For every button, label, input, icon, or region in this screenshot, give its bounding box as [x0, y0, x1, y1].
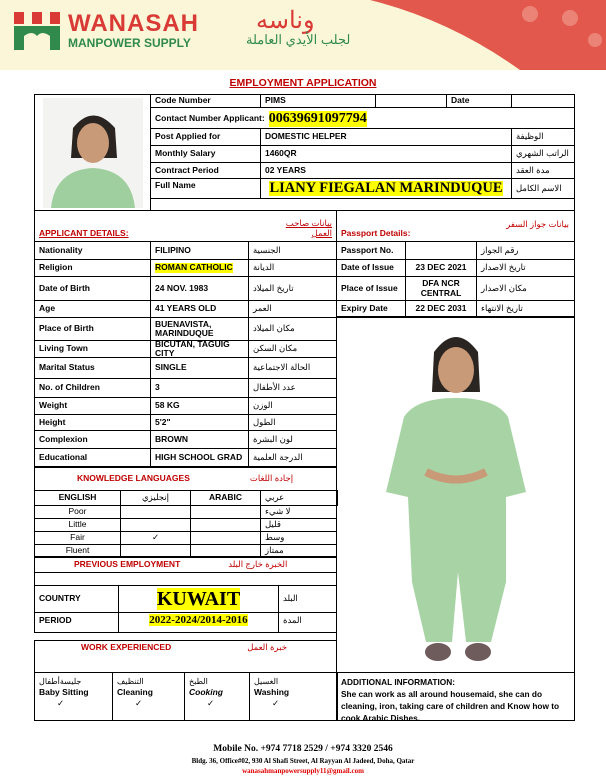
- applicant-details-heading-cell: [34, 210, 337, 242]
- english-level-check: [120, 518, 191, 532]
- contract-label-arabic: مدة العقد: [511, 162, 575, 179]
- passport-heading-cell: [336, 210, 575, 242]
- applicant-field-value-text: HIGH SCHOOL GRAD: [155, 452, 243, 463]
- additional-info-cell: [336, 672, 575, 721]
- applicant-field-label-arabic: الديانة: [248, 259, 337, 277]
- applicant-field-value-text: 3: [155, 382, 160, 393]
- work-experienced-heading: WORK EXPERIENCED: [81, 642, 172, 652]
- applicant-field-label: No. of Children: [34, 378, 151, 398]
- applicant-field-label-arabic: الحالة الاجتماعية: [248, 357, 337, 379]
- applicant-field-value-text: FILIPINO: [155, 244, 191, 255]
- country-value: KUWAIT: [156, 588, 241, 610]
- applicant-field-value: [150, 430, 249, 449]
- skill-label-arabic: جليسةأطفال: [39, 677, 82, 686]
- applicant-field-label-arabic: الجنسية: [248, 241, 337, 260]
- brand-name: WANASAH: [68, 10, 199, 37]
- applicant-field-label: Marital Status: [34, 357, 151, 379]
- previous-employment-heading-arabic: الخبرة خارج البلد: [228, 558, 288, 569]
- brand-name-arabic: وناسه: [256, 7, 315, 34]
- applicant-field-value-text: 41 YEARS OLD: [155, 303, 217, 314]
- country-cell: [118, 585, 279, 613]
- language-column-header: ARABIC: [190, 490, 261, 506]
- code-number-value: PIMS: [260, 94, 376, 108]
- language-level-label: Poor: [34, 505, 121, 519]
- applicant-field-label-arabic: مكان السكن: [248, 340, 337, 358]
- contact-row: [150, 107, 575, 129]
- language-level-label-arabic: لا شيء: [260, 505, 337, 519]
- applicant-field-label-arabic: مكان الميلاد: [248, 317, 337, 341]
- country-label: COUNTRY: [34, 585, 119, 613]
- applicant-field-label-arabic: الدرجة العلمية: [248, 448, 337, 468]
- applicant-field-label-arabic: لون البشرة: [248, 430, 337, 449]
- skill-checkmark: ✓: [135, 698, 143, 708]
- applicant-field-label: Date of Birth: [34, 276, 151, 301]
- skill-label: Washing: [254, 687, 290, 697]
- skill-label: Baby Sitting: [39, 687, 89, 697]
- applicant-field-label: Educational: [34, 448, 151, 468]
- footer-mobile: Mobile No. +974 7718 2529 / +974 3320 2546: [213, 744, 393, 754]
- english-level-check: [120, 505, 191, 519]
- arabic-level-check: [190, 531, 261, 545]
- applicant-field-label-arabic: الطول: [248, 414, 337, 431]
- passport-field-label-arabic: تاريخ الانتهاء: [476, 300, 575, 318]
- blank-row: [34, 572, 337, 586]
- skill-label-arabic: التنظيف: [117, 677, 144, 686]
- post-value: DOMESTIC HELPER: [260, 128, 512, 146]
- skill-cooking: [184, 672, 250, 721]
- full-body-photo: [356, 322, 556, 667]
- applicant-field-value: [150, 317, 249, 341]
- applicant-field-value: [150, 414, 249, 431]
- skill-cleaning: [112, 672, 185, 721]
- period-cell: [118, 612, 279, 633]
- skill-washing: [249, 672, 338, 721]
- applicant-details-heading: APPLICANT DETAILS:: [39, 227, 129, 238]
- applicant-field-label: Living Town: [34, 340, 151, 358]
- applicant-full-body-photo: [336, 316, 575, 673]
- date-label: Date: [446, 94, 512, 108]
- applicant-field-value: [150, 397, 249, 415]
- applicant-field-value: [150, 276, 249, 301]
- contact-value: 00639691097794: [268, 111, 367, 127]
- applicant-details-heading-arabic: بيانات صاحب العمل: [285, 218, 332, 238]
- applicant-field-value-text: BUENAVISTA, MARINDUQUE: [155, 318, 214, 338]
- passport-field-value: DFA NCR CENTRAL: [405, 276, 477, 301]
- applicant-field-value: [150, 259, 249, 277]
- language-column-header: ENGLISH: [34, 490, 121, 506]
- skill-label: Cleaning: [117, 687, 153, 697]
- previous-employment-heading: PREVIOUS EMPLOYMENT: [74, 558, 181, 569]
- footer-email[interactable]: wanasahmanpowersupply11@gmail.com: [242, 767, 364, 775]
- salary-value: 1460QR: [260, 145, 512, 163]
- language-column-header: عربي: [260, 490, 338, 506]
- contact-label: Contact Number Applicant:: [155, 113, 265, 124]
- passport-details-heading-arabic: بيانات جواز السفر: [506, 219, 569, 229]
- passport-field-label: Passport No.: [336, 241, 406, 260]
- brand-subtitle-arabic: لجلب الأيدي العاملة: [246, 32, 351, 47]
- period-label: PERIOD: [34, 612, 119, 633]
- previous-employment-heading-cell: [34, 556, 337, 573]
- passport-field-label-arabic: مكان الاصدار: [476, 276, 575, 301]
- language-level-label: Fair: [34, 531, 121, 545]
- passport-field-value: [405, 241, 477, 260]
- salary-label: Monthly Salary: [150, 145, 261, 163]
- applicant-field-label: Complexion: [34, 430, 151, 449]
- applicant-field-label-arabic: الوزن: [248, 397, 337, 415]
- decorative-swoosh: [370, 0, 606, 70]
- date-value: [511, 94, 575, 108]
- applicant-field-value-text: SINGLE: [155, 362, 187, 373]
- passport-details-heading: Passport Details:: [341, 227, 411, 238]
- languages-heading: KNOWLEDGE LANGUAGES: [77, 472, 190, 483]
- passport-field-label: Date of Issue: [336, 259, 406, 277]
- post-label: Post Applied for: [150, 128, 261, 146]
- additional-info-text: She can work as all around housemaid, she can do cleaning, iron, taking care of children and Know how to cook Arabic Dishes.: [341, 689, 560, 723]
- applicant-field-label: Height: [34, 414, 151, 431]
- language-level-label: Little: [34, 518, 121, 532]
- applicant-field-value: [150, 241, 249, 260]
- applicant-field-value-text: BROWN: [155, 433, 189, 444]
- english-level-check: ✓: [120, 531, 191, 545]
- company-logo: [14, 12, 64, 52]
- additional-info-heading: ADDITIONAL INFORMATION:: [341, 677, 455, 687]
- period-label-arabic: المدة: [278, 612, 337, 633]
- language-column-header: إنجليزي: [120, 490, 191, 506]
- language-level-label-arabic: ممتاز: [260, 544, 337, 558]
- header-banner: [0, 0, 606, 70]
- applicant-field-value: [150, 340, 249, 358]
- skill-checkmark: ✓: [272, 698, 280, 708]
- applicant-field-value-text: ROMAN CATHOLIC: [155, 262, 233, 273]
- footer-address: Bldg. 36, Office#02, 930 Al Shafi Street, Al Rayyan Al Jadeed, Doha, Qatar: [191, 757, 415, 765]
- work-experienced-heading-arabic: خبرة العمل: [247, 642, 287, 652]
- work-experienced-heading-cell: [34, 640, 337, 673]
- applicant-field-value: [150, 300, 249, 318]
- applicant-field-value: [150, 378, 249, 398]
- contract-value: 02 YEARS: [260, 162, 512, 179]
- applicant-field-label: Age: [34, 300, 151, 318]
- applicant-field-label: Place of Birth: [34, 317, 151, 341]
- applicant-field-label: Nationality: [34, 241, 151, 260]
- code-number-label: Code Number: [150, 94, 261, 108]
- language-level-label-arabic: قليل: [260, 518, 337, 532]
- skill-label-arabic: الغسيل: [254, 677, 279, 686]
- skill-checkmark: ✓: [207, 698, 215, 708]
- passport-field-value: 23 DEC 2021: [405, 259, 477, 277]
- applicant-field-value-text: 24 NOV. 1983: [155, 282, 209, 293]
- applicant-field-label: Weight: [34, 397, 151, 415]
- full-name-value: LIANY FIEGALAN MARINDUQUE: [269, 179, 503, 196]
- contract-label: Contract Period: [150, 162, 261, 179]
- portrait-photo: [43, 98, 143, 208]
- applicant-field-value-text: 58 KG: [155, 400, 180, 411]
- passport-field-label: Place of Issue: [336, 276, 406, 301]
- applicant-portrait: [34, 94, 151, 211]
- full-name-cell: [260, 178, 512, 199]
- arabic-level-check: [190, 518, 261, 532]
- passport-field-label-arabic: تاريخ الاصدار: [476, 259, 575, 277]
- skill-baby-sitting: [34, 672, 113, 721]
- passport-field-value: 22 DEC 2031: [405, 300, 477, 318]
- applicant-field-value: [150, 357, 249, 379]
- applicant-field-value: [150, 448, 249, 468]
- code-blank: [375, 94, 447, 108]
- country-label-arabic: البلد: [278, 585, 337, 613]
- applicant-field-label: Religion: [34, 259, 151, 277]
- languages-heading-arabic: إجادة اللغات: [249, 472, 294, 483]
- applicant-field-label-arabic: عدد الأطفال: [248, 378, 337, 398]
- language-level-label-arabic: وسط: [260, 531, 337, 545]
- applicant-field-value-text: BICUTAN, TAGUIG CITY: [155, 338, 230, 358]
- applicant-field-label-arabic: العمر: [248, 300, 337, 318]
- full-name-label: Full Name: [150, 178, 261, 199]
- brand-subtitle: MANPOWER SUPPLY: [68, 36, 191, 50]
- arabic-level-check: [190, 505, 261, 519]
- skill-label: Cooking: [189, 687, 223, 697]
- languages-heading-cell: [34, 466, 337, 491]
- period-value: 2022-2024/2014-2016: [149, 614, 248, 626]
- post-label-arabic: الوظيفة: [511, 128, 575, 146]
- salary-label-arabic: الراتب الشهري: [511, 145, 575, 163]
- skill-label-arabic: الطبخ: [189, 677, 208, 686]
- page-title: EMPLOYMENT APPLICATION: [229, 77, 377, 89]
- skill-checkmark: ✓: [57, 698, 65, 708]
- language-level-label: Fluent: [34, 544, 121, 558]
- applicant-field-label-arabic: تاريخ الميلاد: [248, 276, 337, 301]
- applicant-field-value-text: 5'2": [155, 416, 171, 427]
- passport-field-label-arabic: رقم الجواز: [476, 241, 575, 260]
- passport-field-label: Expiry Date: [336, 300, 406, 318]
- full-name-label-arabic: الاسم الكامل: [511, 178, 575, 199]
